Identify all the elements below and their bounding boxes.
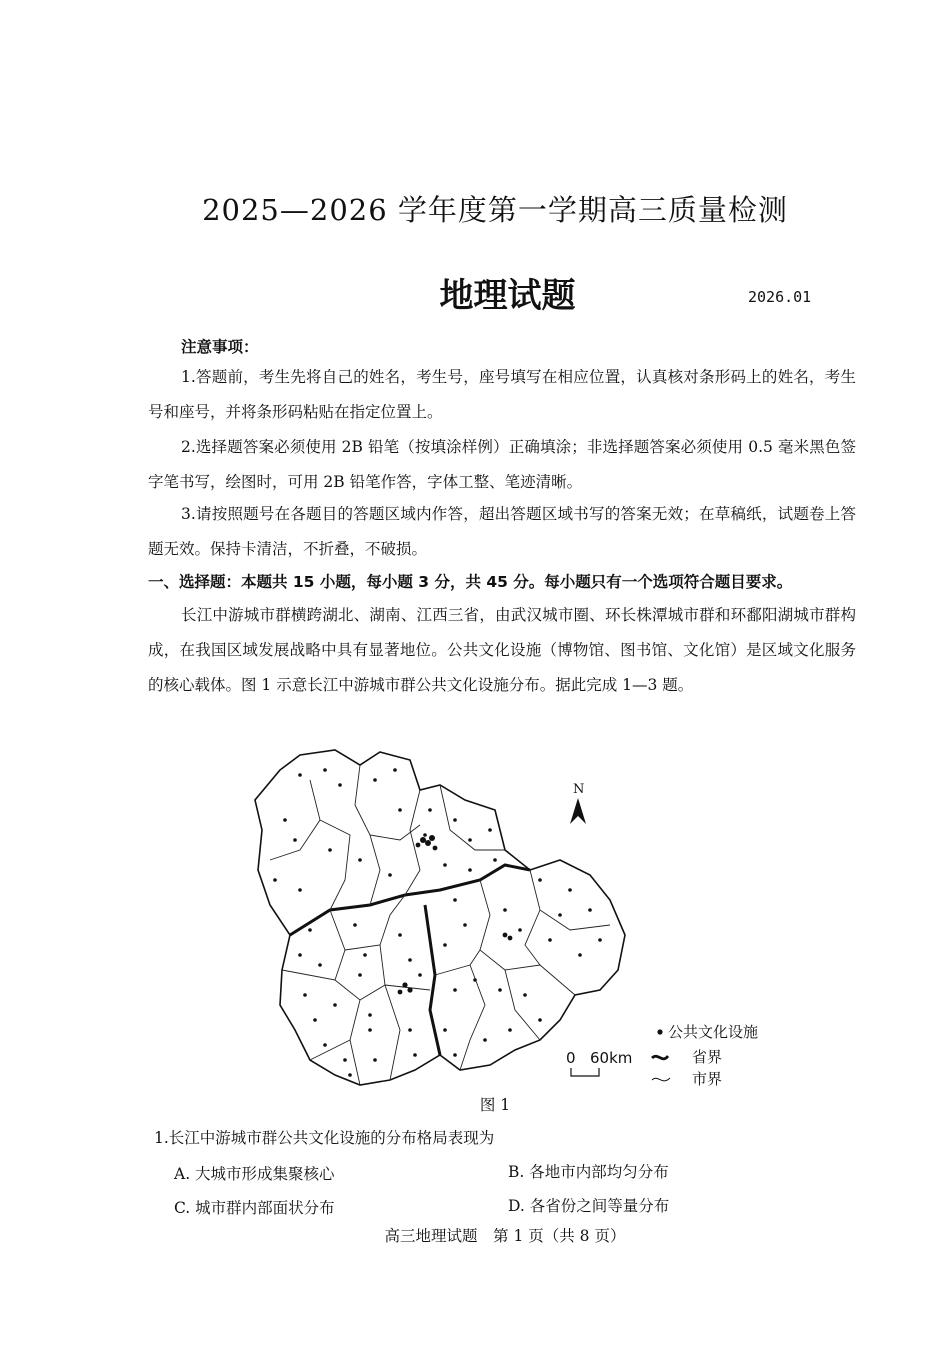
subject-title: 地理试题 [439,276,576,316]
figure-1-map [240,740,780,1100]
option-d: D. 各省份之间等量分布 [508,1197,670,1215]
city-border-icon [652,1078,670,1081]
question-1-stem: 1.长江中游城市群公共文化设施的分布格局表现为 [154,1129,495,1147]
facility-dots [273,768,602,1077]
legend-province-border: 省界 [692,1048,723,1066]
scale-zero: 0 [566,1049,576,1067]
map-legend [652,1023,758,1088]
notice-heading: 注意事项： [181,338,259,356]
exam-title: 2025—2026 学年度第一学期高三质量检测 [202,193,788,227]
notice-item-2: 2.选择题答案必须使用 2B 铅笔（按填涂样例）正确填涂；非选择题答案必须使用 0.5 毫米黑色签字笔书写，绘图时，可用 2B 铅笔作答，字体工整、笔迹清晰。 [148,438,856,491]
province-border-line [425,905,440,1055]
map-svg [240,740,780,1100]
option-a: A. 大城市形成集聚核心 [174,1165,335,1183]
legend-facility: 公共文化设施 [668,1023,759,1041]
section-heading: 一、选择题：本题共 15 小题，每小题 3 分，共 45 分。每小题只有一个选项符合题目要求。 [148,573,793,591]
option-b: B. 各地市内部均匀分布 [508,1163,669,1181]
intro-paragraph: 长江中游城市群横跨湖北、湖南、江西三省，由武汉城市圈、环长株潭城市群和环鄱阳湖城市群构成，在我国区域发展战略中具有显著地位。公共文化设施（博物馆、图书馆、文化馆）是区域文化服务的核心载体。图 1 示意长江中游城市群公共文化设施分布。据此完成 1—3 题。 [148,606,856,694]
region-outline [255,750,625,1085]
option-c: C. 城市群内部面状分布 [174,1199,335,1217]
figure-caption: 图 1 [479,1096,511,1114]
city-borders [270,765,610,1085]
notice-item-3: 3.请按照题号在各题目的答题区域内作答，超出答题区域书写的答案无效；在草稿纸，试题卷上答题无效。保持卡清洁，不折叠，不破损。 [148,505,856,558]
page-footer: 高三地理试题 第 1 页（共 8 页） [384,1227,626,1245]
north-label: N [573,782,585,797]
exam-date: 2026.01 [748,288,812,306]
scale-distance: 60km [590,1049,633,1067]
legend-city-border: 市界 [692,1070,723,1088]
scale-bar [566,1049,632,1076]
facility-dot-icon [657,1029,662,1034]
province-border-icon [652,1056,668,1059]
north-arrow-icon [570,782,586,824]
notice-item-1: 1.答题前，考生先将自己的姓名，考生号，座号填写在相应位置，认真核对条形码上的姓名，考生号和座号，并将条形码粘贴在指定位置上。 [148,368,856,421]
province-border-line [290,865,530,935]
